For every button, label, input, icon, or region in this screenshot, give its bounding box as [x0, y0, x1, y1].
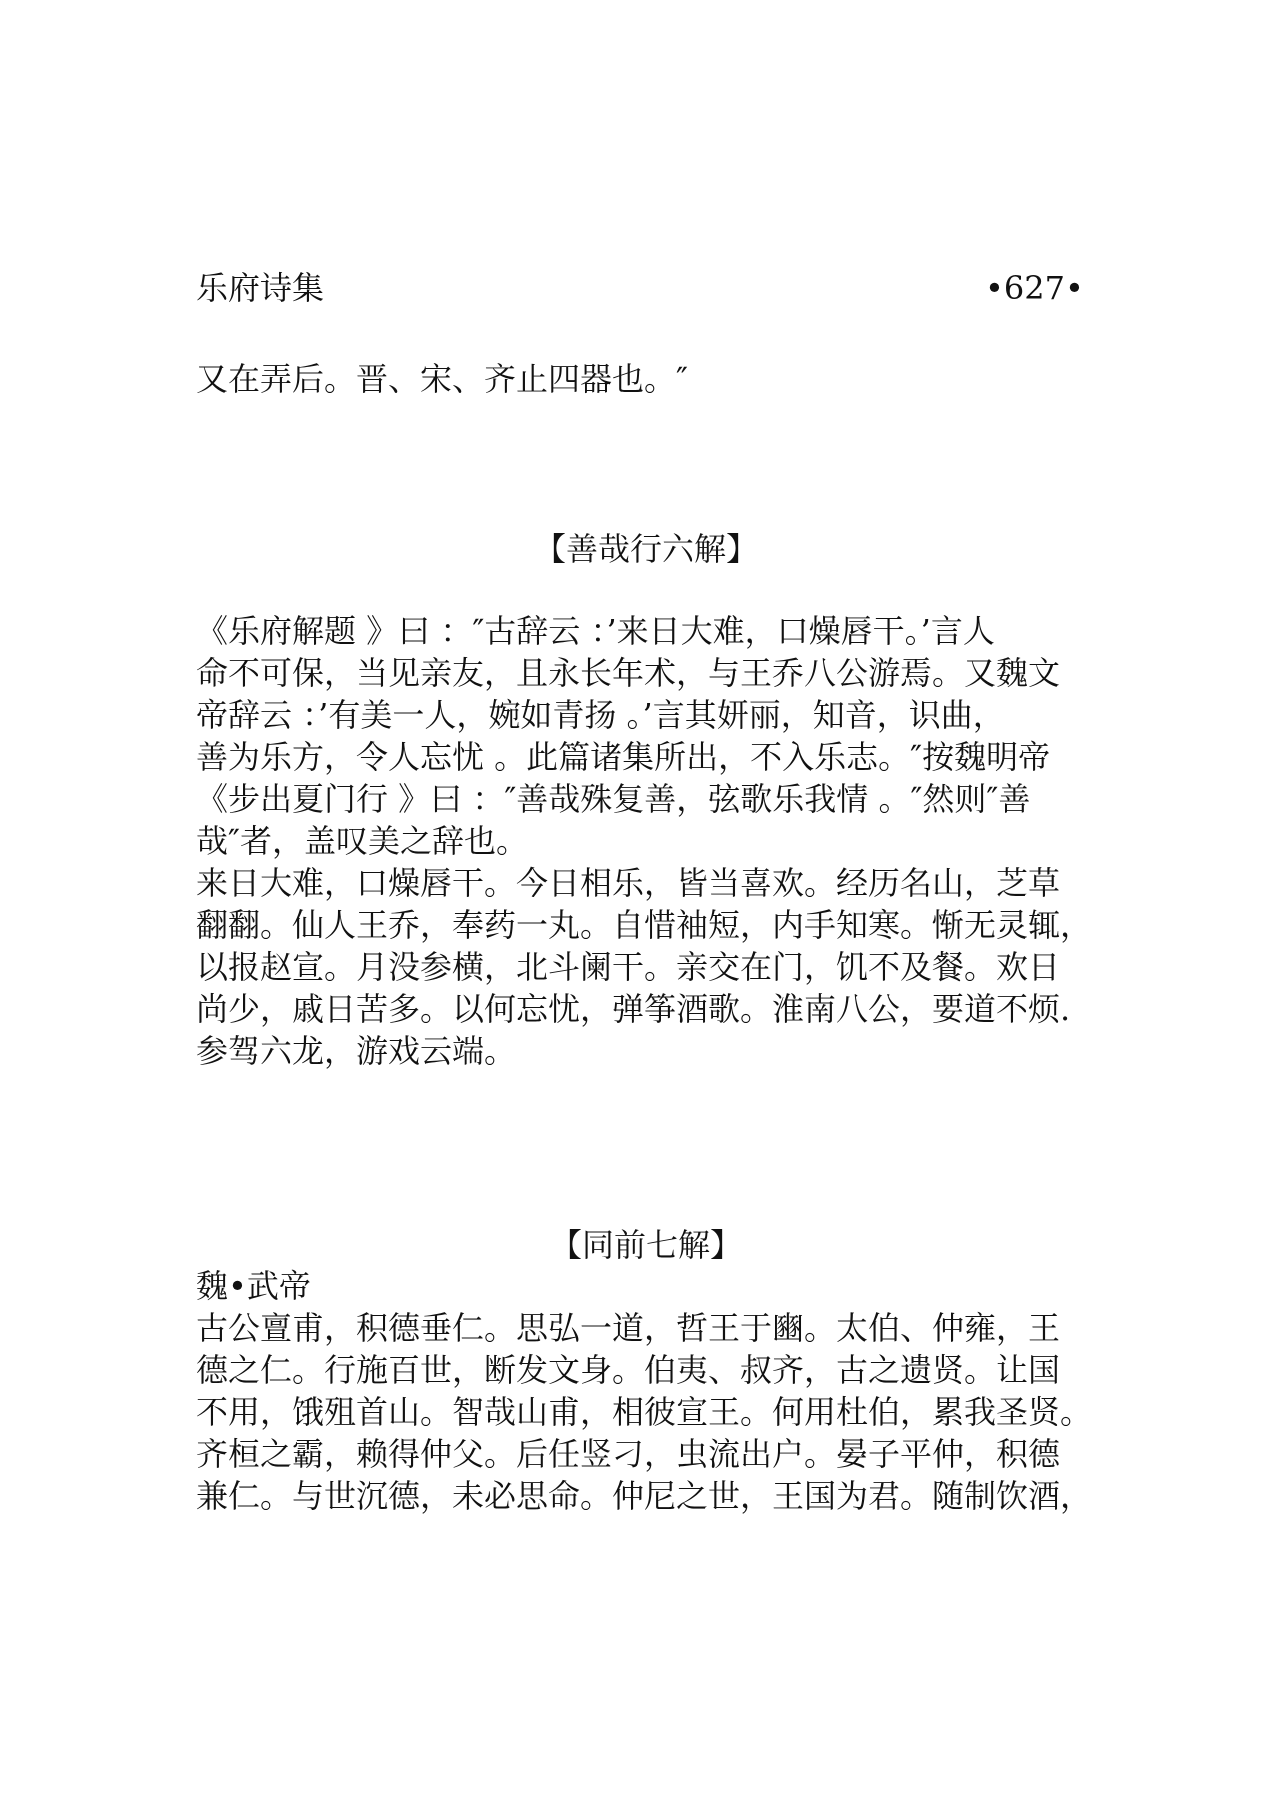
text-line: 以报赵宣。月没参横，北斗阑干。亲交在门，饥不及餐。欢日 — [196, 948, 1061, 986]
text-line: 不用，饿殂首山。智哉山甫，相彼宣王。何用杜伯，累我圣贤。 — [196, 1393, 1093, 1431]
text-line: 德之仁。行施百世，断发文身。伯夷、叔齐，古之遗贤。让国 — [196, 1351, 1061, 1389]
text-line: 帝辞云 ：’有美一人，婉如青扬 。’言其妍丽，知音，识曲， — [196, 696, 1005, 734]
text-line: 齐桓之霸，赖得仲父。后任竖刁，虫流出户。晏子平仲，积德 — [196, 1435, 1061, 1473]
text-line: 哉″者，盖叹美之辞也。 — [196, 822, 528, 860]
text-line: 善为乐方，令人忘忧 。此篇诸集所出，不入乐志。″按魏明帝 — [196, 738, 1051, 776]
author-line: 魏•武帝 — [196, 1267, 311, 1305]
section-title: 【善哉行六解】 — [533, 530, 758, 568]
text-line: 命不可保，当见亲友，且永长年术，与王乔八公游焉。又魏文 — [196, 654, 1061, 692]
section-title: 【同前七解】 — [549, 1226, 742, 1264]
continuation-text — [196, 358, 1116, 400]
text-line: 翻翻。仙人王乔，奉药一丸。自惜袖短，内手知寒。惭无灵辄， — [196, 906, 1093, 944]
section-intro — [196, 610, 1116, 862]
text-line: 《步出夏门行 》曰 ：″善哉殊复善，弦歌乐我情 。″然则″善 — [196, 780, 1031, 818]
text-line: 尚少，戚日苦多。以何忘忧，弹筝酒歌。淮南八公，要道不烦. — [196, 990, 1071, 1028]
text-line: 又在弄后。晋、宋、齐止四器也。″ — [196, 360, 688, 398]
poem-text — [196, 862, 1116, 1072]
text-line: 兼仁。与世沉德，未必思命。仲尼之世，王国为君。随制饮酒， — [196, 1477, 1093, 1515]
poem-author — [196, 1265, 1116, 1307]
book-title: 乐府诗集 — [196, 269, 325, 307]
poem-text — [196, 1307, 1116, 1517]
text-line: 《乐府解题 》曰 ：″古辞云 ：’来日大难，口燥唇干。’言人 — [196, 612, 995, 650]
text-line: 来日大难，口燥唇干。今日相乐，皆当喜欢。经历名山，芝草 — [196, 864, 1061, 902]
text-line: 参驾六龙，游戏云端。 — [196, 1032, 517, 1070]
text-line: 古公亶甫，积德垂仁。思弘一道，哲王于豳。太伯、仲雍，王 — [196, 1309, 1061, 1347]
page-number: •627• — [985, 269, 1084, 307]
